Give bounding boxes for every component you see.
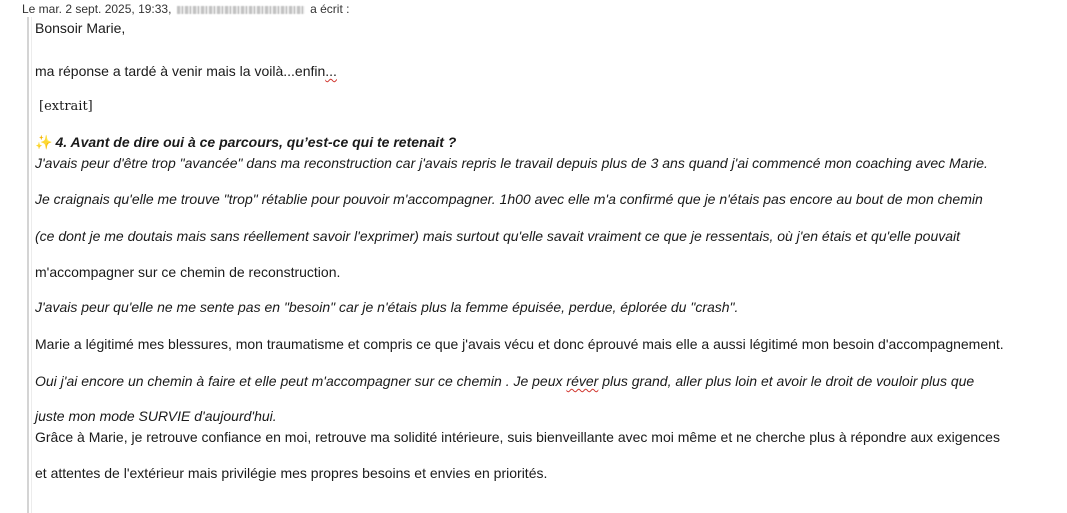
quote-border <box>27 17 29 513</box>
quote-attribution <box>22 2 349 16</box>
answer-line-3: (ce dont je me doutais mais sans réellement savoir l'exprimer) mais surtout qu'elle savait vraiment ce que je ressentais, où j'en étais et qu'elle pouvait <box>35 228 961 244</box>
question-text: 4. Avant de dire oui à ce parcours, qu’est-ce qui te retenait ? <box>55 134 457 150</box>
answer-line-1: J'avais peur d'être trop "avancée" dans ma reconstruction car j'avais repris le travail depuis plus de 3 ans quand j'ai commencé mon coaching avec Marie. <box>35 155 988 171</box>
greeting: Bonsoir Marie, <box>35 20 126 36</box>
redacted-sender-email <box>177 6 305 14</box>
answer-line-10: et attentes de l'extérieur mais privilégie mes propres besoins et envies en priorités. <box>35 465 548 481</box>
answer-line-4: m'accompagner sur ce chemin de reconstruction. <box>35 264 341 280</box>
quote-border-inner <box>31 17 32 513</box>
sparkles-icon: ✨ <box>35 134 53 150</box>
attribution-date: Le mar. 2 sept. 2025, 19:33, <box>22 2 172 16</box>
reply-intro <box>35 63 337 80</box>
reply-text: ma réponse a tardé à venir mais la voilà...enfin <box>35 63 326 79</box>
answer-line-2: Je craignais qu'elle me trouve "trop" rétablie pour pouvoir m'accompagner. 1h00 avec elle m'a confirmé que je n'étais pas encore au bout de mon chemin <box>35 191 983 207</box>
answer-line-5: J'avais peur qu'elle ne me sente pas en "besoin" car je n'étais plus la femme épuisée, perdue, éplorée du "crash". <box>35 299 739 315</box>
extract-label: [extrait] <box>39 99 93 114</box>
answer-line-7-end: plus grand, aller plus loin et avoir le droit de vouloir plus que <box>598 373 975 389</box>
answer-line-7 <box>35 373 974 390</box>
answer-line-9: Grâce à Marie, je retrouve confiance en moi, retrouve ma solidité intérieure, suis bienveillante avec moi même et ne cherche plus à répondre aux exigences <box>35 429 1000 445</box>
answer-line-8: juste mon mode SURVIE d'aujourd'hui. <box>35 408 277 424</box>
spellcheck-flag: ... <box>325 63 337 79</box>
answer-line-7-start: Oui j'ai encore un chemin à faire et elle peut m'accompagner sur ce chemin . Je peux <box>35 373 567 389</box>
attribution-wrote: a écrit : <box>310 2 350 16</box>
question-heading <box>35 134 456 151</box>
spellcheck-misspelled-word: réver <box>566 373 599 389</box>
answer-line-6: Marie a légitimé mes blessures, mon traumatisme et compris ce que j'avais vécu et donc éprouvé mais elle a aussi légitimé mon besoin d'accompagnement. <box>35 336 1004 352</box>
